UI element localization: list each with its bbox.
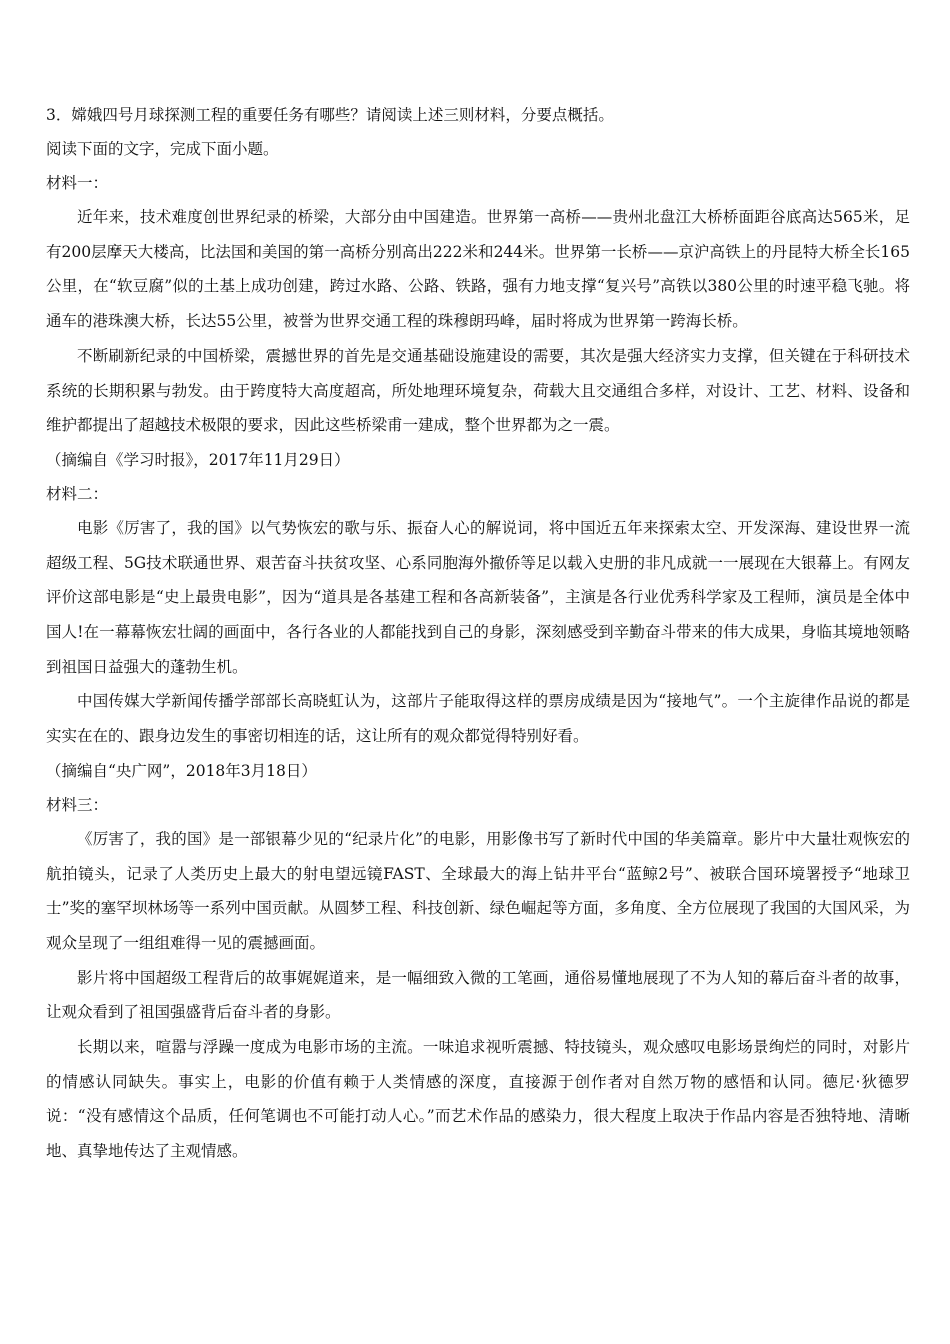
material-2-source: （摘编自“央广网”，2018年3月18日）	[46, 761, 317, 780]
material-2-heading: 材料二：	[46, 484, 109, 503]
material-2-paragraph: 中国传媒大学新闻传播学部部长高晓虹认为，这部片子能取得这样的票房成绩是因为“接地气”。一个主旋律作品说的都是实实在在的、跟身边发生的事密切相连的话，这让所有的观众都觉得特别好看。	[46, 692, 910, 746]
material-3-paragraph: 长期以来，喧嚣与浮躁一度成为电影市场的主流。一味追求视听震撼、特技镜头，观众感叹电影场景绚烂的同时，对影片的情感认同缺失。事实上，电影的价值有赖于人类情感的深度，直接源于创作者对自然万物的感悟和认同。德尼·狄德罗说：“没有感情这个品质，任何笔调也不可能打动人心。”而艺术作品的感染力，很大程度上取决于作品内容是否独特地、清晰地、真挚地传达了主观情感。	[46, 1038, 910, 1161]
material-1-source: （摘编自《学习时报》，2017年11月29日）	[46, 450, 350, 469]
material-1-heading: 材料一：	[46, 174, 109, 192]
material-2-paragraph: 电影《厉害了，我的国》以气势恢宏的歌与乐、振奋人心的解说词，将中国近五年来探索太空、开发深海、建设世界一流超级工程、5G技术联通世界、艰苦奋斗扶贫攻坚、心系同胞海外撤侨等足以载入史册的非凡成就一一展现在大银幕上。有网友评价这部电影是“史上最贵电影”，因为“道具是各基建工程和各高新装备”，主演是各行业优秀科学家及工程师，演员是全体中国人!在一幕幕恢宏壮阔的画面中，各行各业的人都能找到自己的身影，深刻感受到辛勤奋斗带来的伟大成果，身临其境地领略到祖国日益强大的蓬勃生机。	[46, 518, 910, 676]
instruction-text: 阅读下面的文字，完成下面小题。	[46, 140, 279, 158]
material-3-paragraph: 《厉害了，我的国》是一部银幕少见的“纪录片化”的电影，用影像书写了新时代中国的华美篇章。影片中大量壮观恢宏的航拍镜头，记录了人类历史上最大的射电望远镜FAST、全球最大的海上钻井平台“蓝鲸2号”、被联合国环境署授予“地球卫士”奖的塞罕坝林场等一系列中国贡献。从圆梦工程、科技创新、绿色崛起等方面，多角度、全方位展现了我国的大国风采，为观众呈现了一组组难得一见的震撼画面。	[46, 829, 910, 952]
material-1-paragraph: 不断刷新纪录的中国桥梁，震撼世界的首先是交通基础设施建设的需要，其次是强大经济实力支撑，但关键在于科研技术系统的长期积累与勃发。由于跨度特大高度超高，所处地理环境复杂，荷载大且交通组合多样，对设计、工艺、材料、设备和维护都提出了超越技术极限的要求，因此这些桥梁甫一建成，整个世界都为之一震。	[46, 346, 910, 435]
material-1-paragraph: 近年来，技术难度创世界纪录的桥梁，大部分由中国建造。世界第一高桥——贵州北盘江大桥桥面距谷底高达565米，足有200层摩天大楼高，比法国和美国的第一高桥分别高出222米和244米。世界第一长桥——京沪高铁上的丹昆特大桥全长165公里，在“软豆腐”似的土基上成功创建，跨过水路、公路、铁路，强有力地支撑“复兴号”高铁以380公里的时速平稳飞驰。将通车的港珠澳大桥，长达55公里，被誉为世界交通工程的珠穆朗玛峰，届时将成为世界第一跨海长桥。	[46, 208, 910, 331]
material-3-heading: 材料三：	[46, 795, 109, 814]
question-text: 3．嫦娥四号月球探测工程的重要任务有哪些？请阅读上述三则材料，分要点概括。	[46, 106, 614, 124]
material-3-paragraph: 影片将中国超级工程背后的故事娓娓道来，是一幅细致入微的工笔画，通俗易懂地展现了不为人知的幕后奋斗者的故事，让观众看到了祖国强盛背后奋斗者的身影。	[46, 968, 910, 1022]
